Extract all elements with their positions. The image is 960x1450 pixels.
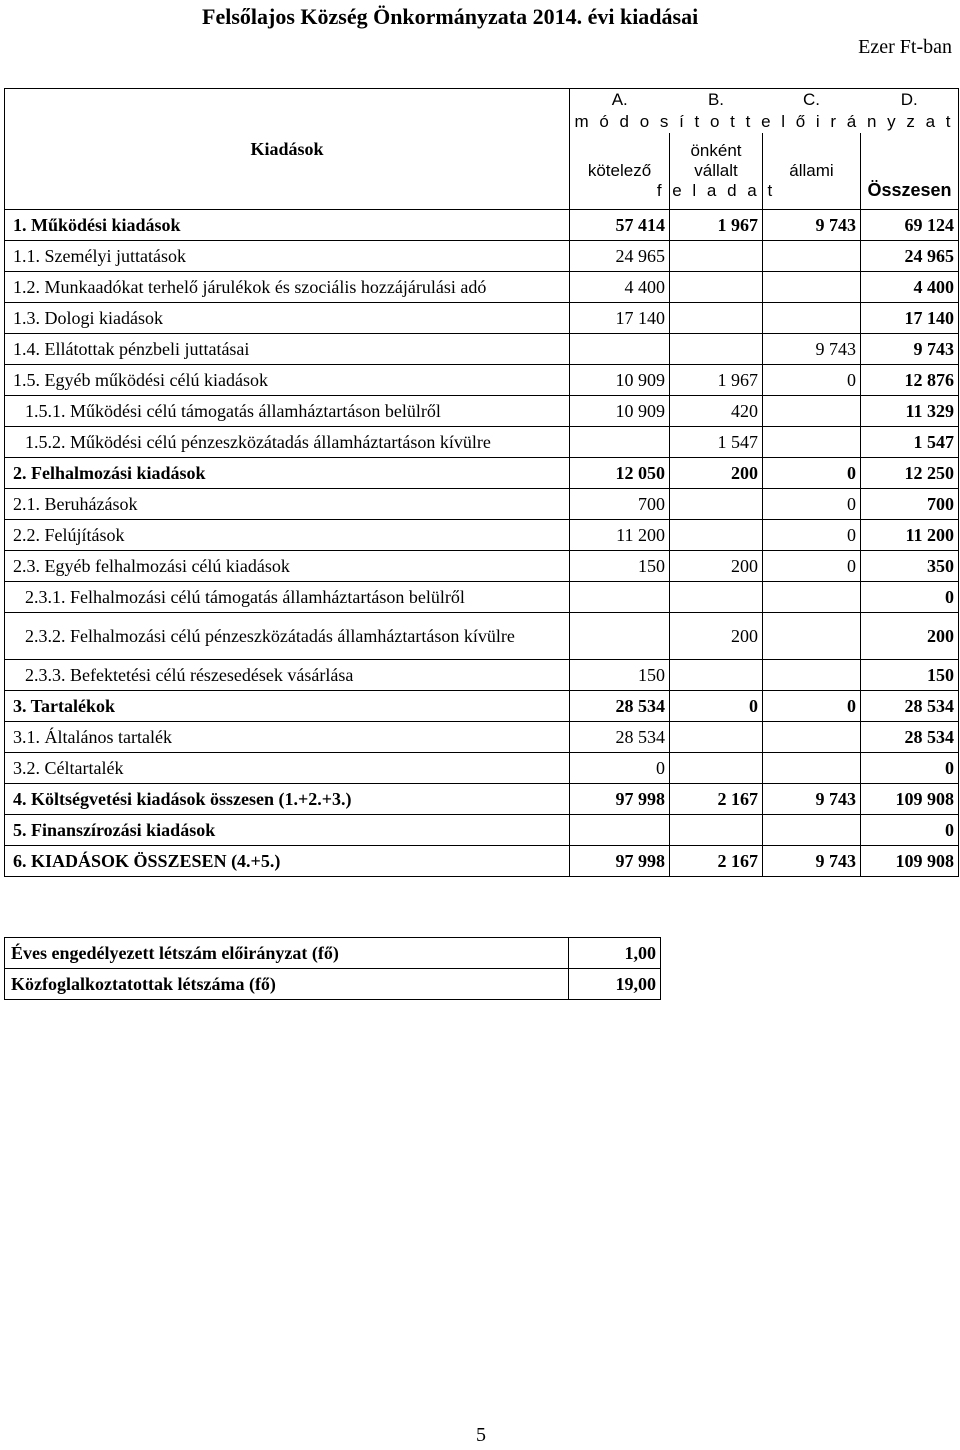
cell-kotelezo (570, 334, 670, 365)
row-label: 2.1. Beruházások (5, 489, 570, 520)
cell-kotelezo: 97 998 (570, 784, 670, 815)
unit-label: Ezer Ft-ban (858, 36, 952, 58)
cell-onkent (670, 815, 763, 846)
cell-kotelezo: 700 (570, 489, 670, 520)
cell-onkent: 200 (670, 613, 763, 660)
row-label: 1.5.1. Működési célú támogatás államháztartáson belülről (5, 396, 570, 427)
cell-osszesen: 11 329 (861, 396, 959, 427)
cell-onkent (670, 660, 763, 691)
row-label: 2.3.1. Felhalmozási célú támogatás államháztartáson belülről (5, 582, 570, 613)
cell-onkent (670, 722, 763, 753)
cell-osszesen: 0 (861, 753, 959, 784)
cell-osszesen: 28 534 (861, 722, 959, 753)
table-row (5, 613, 959, 660)
table-row (5, 427, 959, 458)
header-kiadasok: Kiadások (5, 89, 570, 210)
cell-allami (763, 396, 861, 427)
row-label: 1.4. Ellátottak pénzbeli juttatásai (5, 334, 570, 365)
cell-osszesen: 350 (861, 551, 959, 582)
cell-onkent: 1 967 (670, 365, 763, 396)
table-row (5, 489, 959, 520)
cell-onkent: 1 547 (670, 427, 763, 458)
cell-onkent: 420 (670, 396, 763, 427)
header-osszesen: Összesen (861, 133, 959, 210)
row-label: 1.1. Személyi juttatások (5, 241, 570, 272)
staff-label: Közfoglalkoztatottak létszáma (fő) (5, 969, 569, 1000)
cell-onkent: 0 (670, 691, 763, 722)
cell-osszesen: 1 547 (861, 427, 959, 458)
cell-kotelezo: 10 909 (570, 365, 670, 396)
cell-allami: 9 743 (763, 210, 861, 241)
row-label: 3.1. Általános tartalék (5, 722, 570, 753)
table-row (5, 660, 959, 691)
header-letters-row (5, 89, 959, 112)
page-number: 5 (476, 1424, 486, 1446)
header-onkent-vallalt (656, 133, 776, 210)
expenditure-table (4, 88, 959, 877)
cell-kotelezo: 17 140 (570, 303, 670, 334)
cell-osszesen: 24 965 (861, 241, 959, 272)
table-row (5, 846, 959, 877)
table-row (5, 272, 959, 303)
cell-osszesen: 12 250 (861, 458, 959, 489)
cell-osszesen: 17 140 (861, 303, 959, 334)
staff-label: Éves engedélyezett létszám előirányzat (fő) (5, 938, 569, 969)
cell-allami (763, 613, 861, 660)
header-onkent: önként (690, 141, 742, 160)
cell-onkent: 2 167 (670, 846, 763, 877)
cell-onkent: 1 967 (670, 210, 763, 241)
row-label: 1. Működési kiadások (5, 210, 570, 241)
cell-kotelezo: 28 534 (570, 691, 670, 722)
cell-osszesen: 0 (861, 815, 959, 846)
header-allami: állami (763, 133, 861, 210)
row-label: 1.5. Egyéb működési célú kiadások (5, 365, 570, 396)
table-row (5, 753, 959, 784)
cell-allami: 0 (763, 458, 861, 489)
cell-osszesen: 150 (861, 660, 959, 691)
header-col-d: D. (861, 89, 959, 112)
cell-osszesen: 28 534 (861, 691, 959, 722)
staff-row (5, 969, 661, 1000)
cell-kotelezo: 150 (570, 551, 670, 582)
cell-kotelezo: 12 050 (570, 458, 670, 489)
cell-allami (763, 272, 861, 303)
cell-osszesen: 69 124 (861, 210, 959, 241)
cell-allami (763, 241, 861, 272)
table-row (5, 396, 959, 427)
cell-kotelezo (570, 427, 670, 458)
cell-kotelezo: 28 534 (570, 722, 670, 753)
row-label: 2.3.2. Felhalmozási célú pénzeszközátadás államháztartáson kívülre (5, 613, 570, 660)
table-row (5, 551, 959, 582)
table-row (5, 815, 959, 846)
header-col-b: B. (670, 89, 763, 112)
table-row (5, 691, 959, 722)
cell-osszesen: 12 876 (861, 365, 959, 396)
row-label: 6. KIADÁSOK ÖSSZESEN (4.+5.) (5, 846, 570, 877)
cell-osszesen: 200 (861, 613, 959, 660)
cell-allami (763, 753, 861, 784)
cell-osszesen: 109 908 (861, 846, 959, 877)
cell-onkent (670, 334, 763, 365)
cell-allami (763, 582, 861, 613)
cell-allami (763, 660, 861, 691)
cell-kotelezo (570, 582, 670, 613)
staff-table (4, 937, 661, 1000)
staff-value: 19,00 (569, 969, 661, 1000)
cell-allami (763, 815, 861, 846)
cell-kotelezo: 150 (570, 660, 670, 691)
header-col-a: A. (570, 89, 670, 112)
staff-row (5, 938, 661, 969)
table-row (5, 210, 959, 241)
staff-value: 1,00 (569, 938, 661, 969)
row-label: 1.5.2. Működési célú pénzeszközátadás államháztartáson kívülre (5, 427, 570, 458)
cell-allami: 0 (763, 489, 861, 520)
table-row (5, 582, 959, 613)
cell-allami: 0 (763, 520, 861, 551)
cell-allami (763, 303, 861, 334)
row-label: 1.3. Dologi kiadások (5, 303, 570, 334)
table-row (5, 784, 959, 815)
header-kotelezo: kötelező (570, 133, 670, 210)
table-row (5, 334, 959, 365)
cell-onkent (670, 303, 763, 334)
cell-osszesen: 0 (861, 582, 959, 613)
row-label: 5. Finanszírozási kiadások (5, 815, 570, 846)
row-label: 2. Felhalmozási kiadások (5, 458, 570, 489)
row-label: 2.3.3. Befektetési célú részesedések vásárlása (5, 660, 570, 691)
row-label: 3.2. Céltartalék (5, 753, 570, 784)
table-row (5, 303, 959, 334)
cell-kotelezo: 11 200 (570, 520, 670, 551)
row-label: 4. Költségvetési kiadások összesen (1.+2.+3.) (5, 784, 570, 815)
cell-kotelezo: 57 414 (570, 210, 670, 241)
cell-kotelezo: 24 965 (570, 241, 670, 272)
cell-kotelezo: 10 909 (570, 396, 670, 427)
cell-allami (763, 427, 861, 458)
cell-onkent: 200 (670, 551, 763, 582)
cell-allami: 9 743 (763, 334, 861, 365)
row-label: 1.2. Munkaadókat terhelő járulékok és szociális hozzájárulási adó (5, 272, 570, 303)
cell-kotelezo (570, 815, 670, 846)
cell-allami: 0 (763, 691, 861, 722)
cell-onkent (670, 582, 763, 613)
header-modositott: m ó d o s í t o t t e l ő i r á n y z a t (570, 111, 959, 133)
header-col-c: C. (763, 89, 861, 112)
header-vallalt: vállalt (694, 161, 738, 180)
cell-onkent (670, 753, 763, 784)
cell-allami: 0 (763, 365, 861, 396)
table-row (5, 722, 959, 753)
cell-allami: 0 (763, 551, 861, 582)
page-title: Felsőlajos Község Önkormányzata 2014. évi kiadásai (202, 4, 699, 29)
cell-onkent (670, 489, 763, 520)
row-label: 2.3. Egyéb felhalmozási célú kiadások (5, 551, 570, 582)
row-label: 3. Tartalékok (5, 691, 570, 722)
cell-osszesen: 9 743 (861, 334, 959, 365)
cell-onkent (670, 520, 763, 551)
cell-allami (763, 722, 861, 753)
cell-kotelezo: 97 998 (570, 846, 670, 877)
table-row (5, 365, 959, 396)
cell-kotelezo (570, 613, 670, 660)
table-row (5, 458, 959, 489)
cell-kotelezo: 0 (570, 753, 670, 784)
table-row (5, 520, 959, 551)
cell-allami: 9 743 (763, 846, 861, 877)
cell-onkent: 200 (670, 458, 763, 489)
table-row (5, 241, 959, 272)
cell-onkent (670, 241, 763, 272)
cell-osszesen: 109 908 (861, 784, 959, 815)
cell-osszesen: 4 400 (861, 272, 959, 303)
cell-onkent: 2 167 (670, 784, 763, 815)
row-label: 2.2. Felújítások (5, 520, 570, 551)
cell-allami: 9 743 (763, 784, 861, 815)
cell-kotelezo: 4 400 (570, 272, 670, 303)
header-feladat: f e l a d a t (656, 181, 776, 200)
cell-osszesen: 11 200 (861, 520, 959, 551)
cell-onkent (670, 272, 763, 303)
cell-osszesen: 700 (861, 489, 959, 520)
